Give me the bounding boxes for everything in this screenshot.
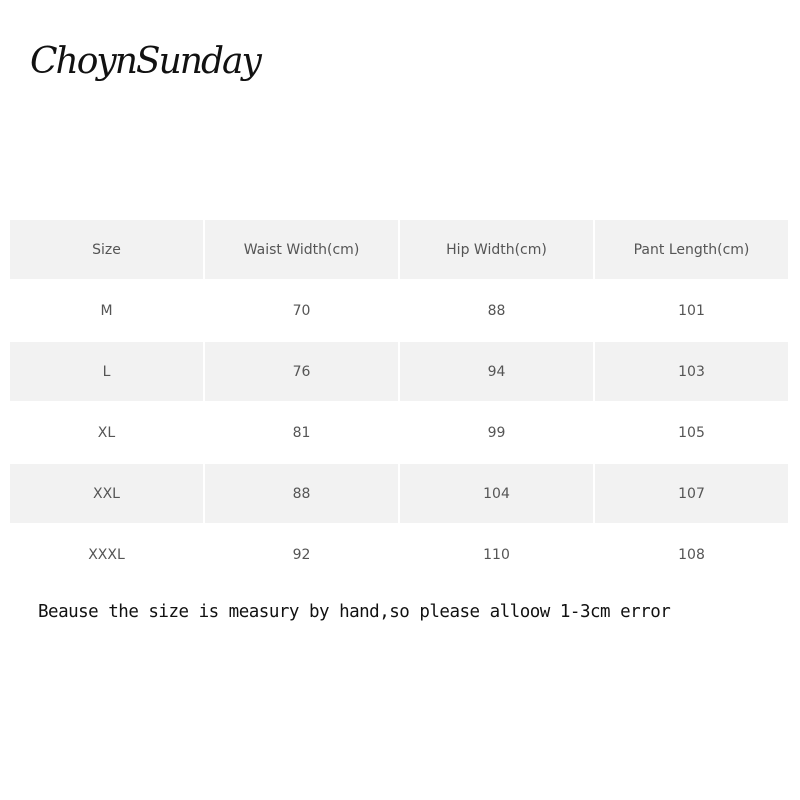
- table-header-row: [10, 220, 788, 279]
- cell-hip: 99: [400, 403, 593, 462]
- cell-waist: 81: [205, 403, 398, 462]
- cell-waist: 88: [205, 464, 398, 523]
- table-row: [10, 464, 788, 523]
- cell-waist: 76: [205, 342, 398, 401]
- cell-size: M: [10, 281, 203, 340]
- table-row: [10, 525, 788, 584]
- cell-length: 101: [595, 281, 788, 340]
- header-pant-length: Pant Length(cm): [595, 220, 788, 279]
- size-chart-table: [8, 218, 790, 586]
- table-row: [10, 403, 788, 462]
- cell-size: XXL: [10, 464, 203, 523]
- cell-size: L: [10, 342, 203, 401]
- cell-hip: 110: [400, 525, 593, 584]
- header-waist-width: Waist Width(cm): [205, 220, 398, 279]
- cell-length: 108: [595, 525, 788, 584]
- table-row: [10, 342, 788, 401]
- cell-length: 105: [595, 403, 788, 462]
- cell-length: 103: [595, 342, 788, 401]
- table-row: [10, 281, 788, 340]
- brand-logo: ChoynSunday: [30, 41, 260, 82]
- cell-waist: 92: [205, 525, 398, 584]
- header-size: Size: [10, 220, 203, 279]
- cell-hip: 94: [400, 342, 593, 401]
- cell-length: 107: [595, 464, 788, 523]
- header-hip-width: Hip Width(cm): [400, 220, 593, 279]
- cell-size: XXXL: [10, 525, 203, 584]
- cell-hip: 88: [400, 281, 593, 340]
- cell-size: XL: [10, 403, 203, 462]
- cell-hip: 104: [400, 464, 593, 523]
- cell-waist: 70: [205, 281, 398, 340]
- measurement-note: Beause the size is measury by hand,so please alloow 1-3cm error: [38, 602, 671, 622]
